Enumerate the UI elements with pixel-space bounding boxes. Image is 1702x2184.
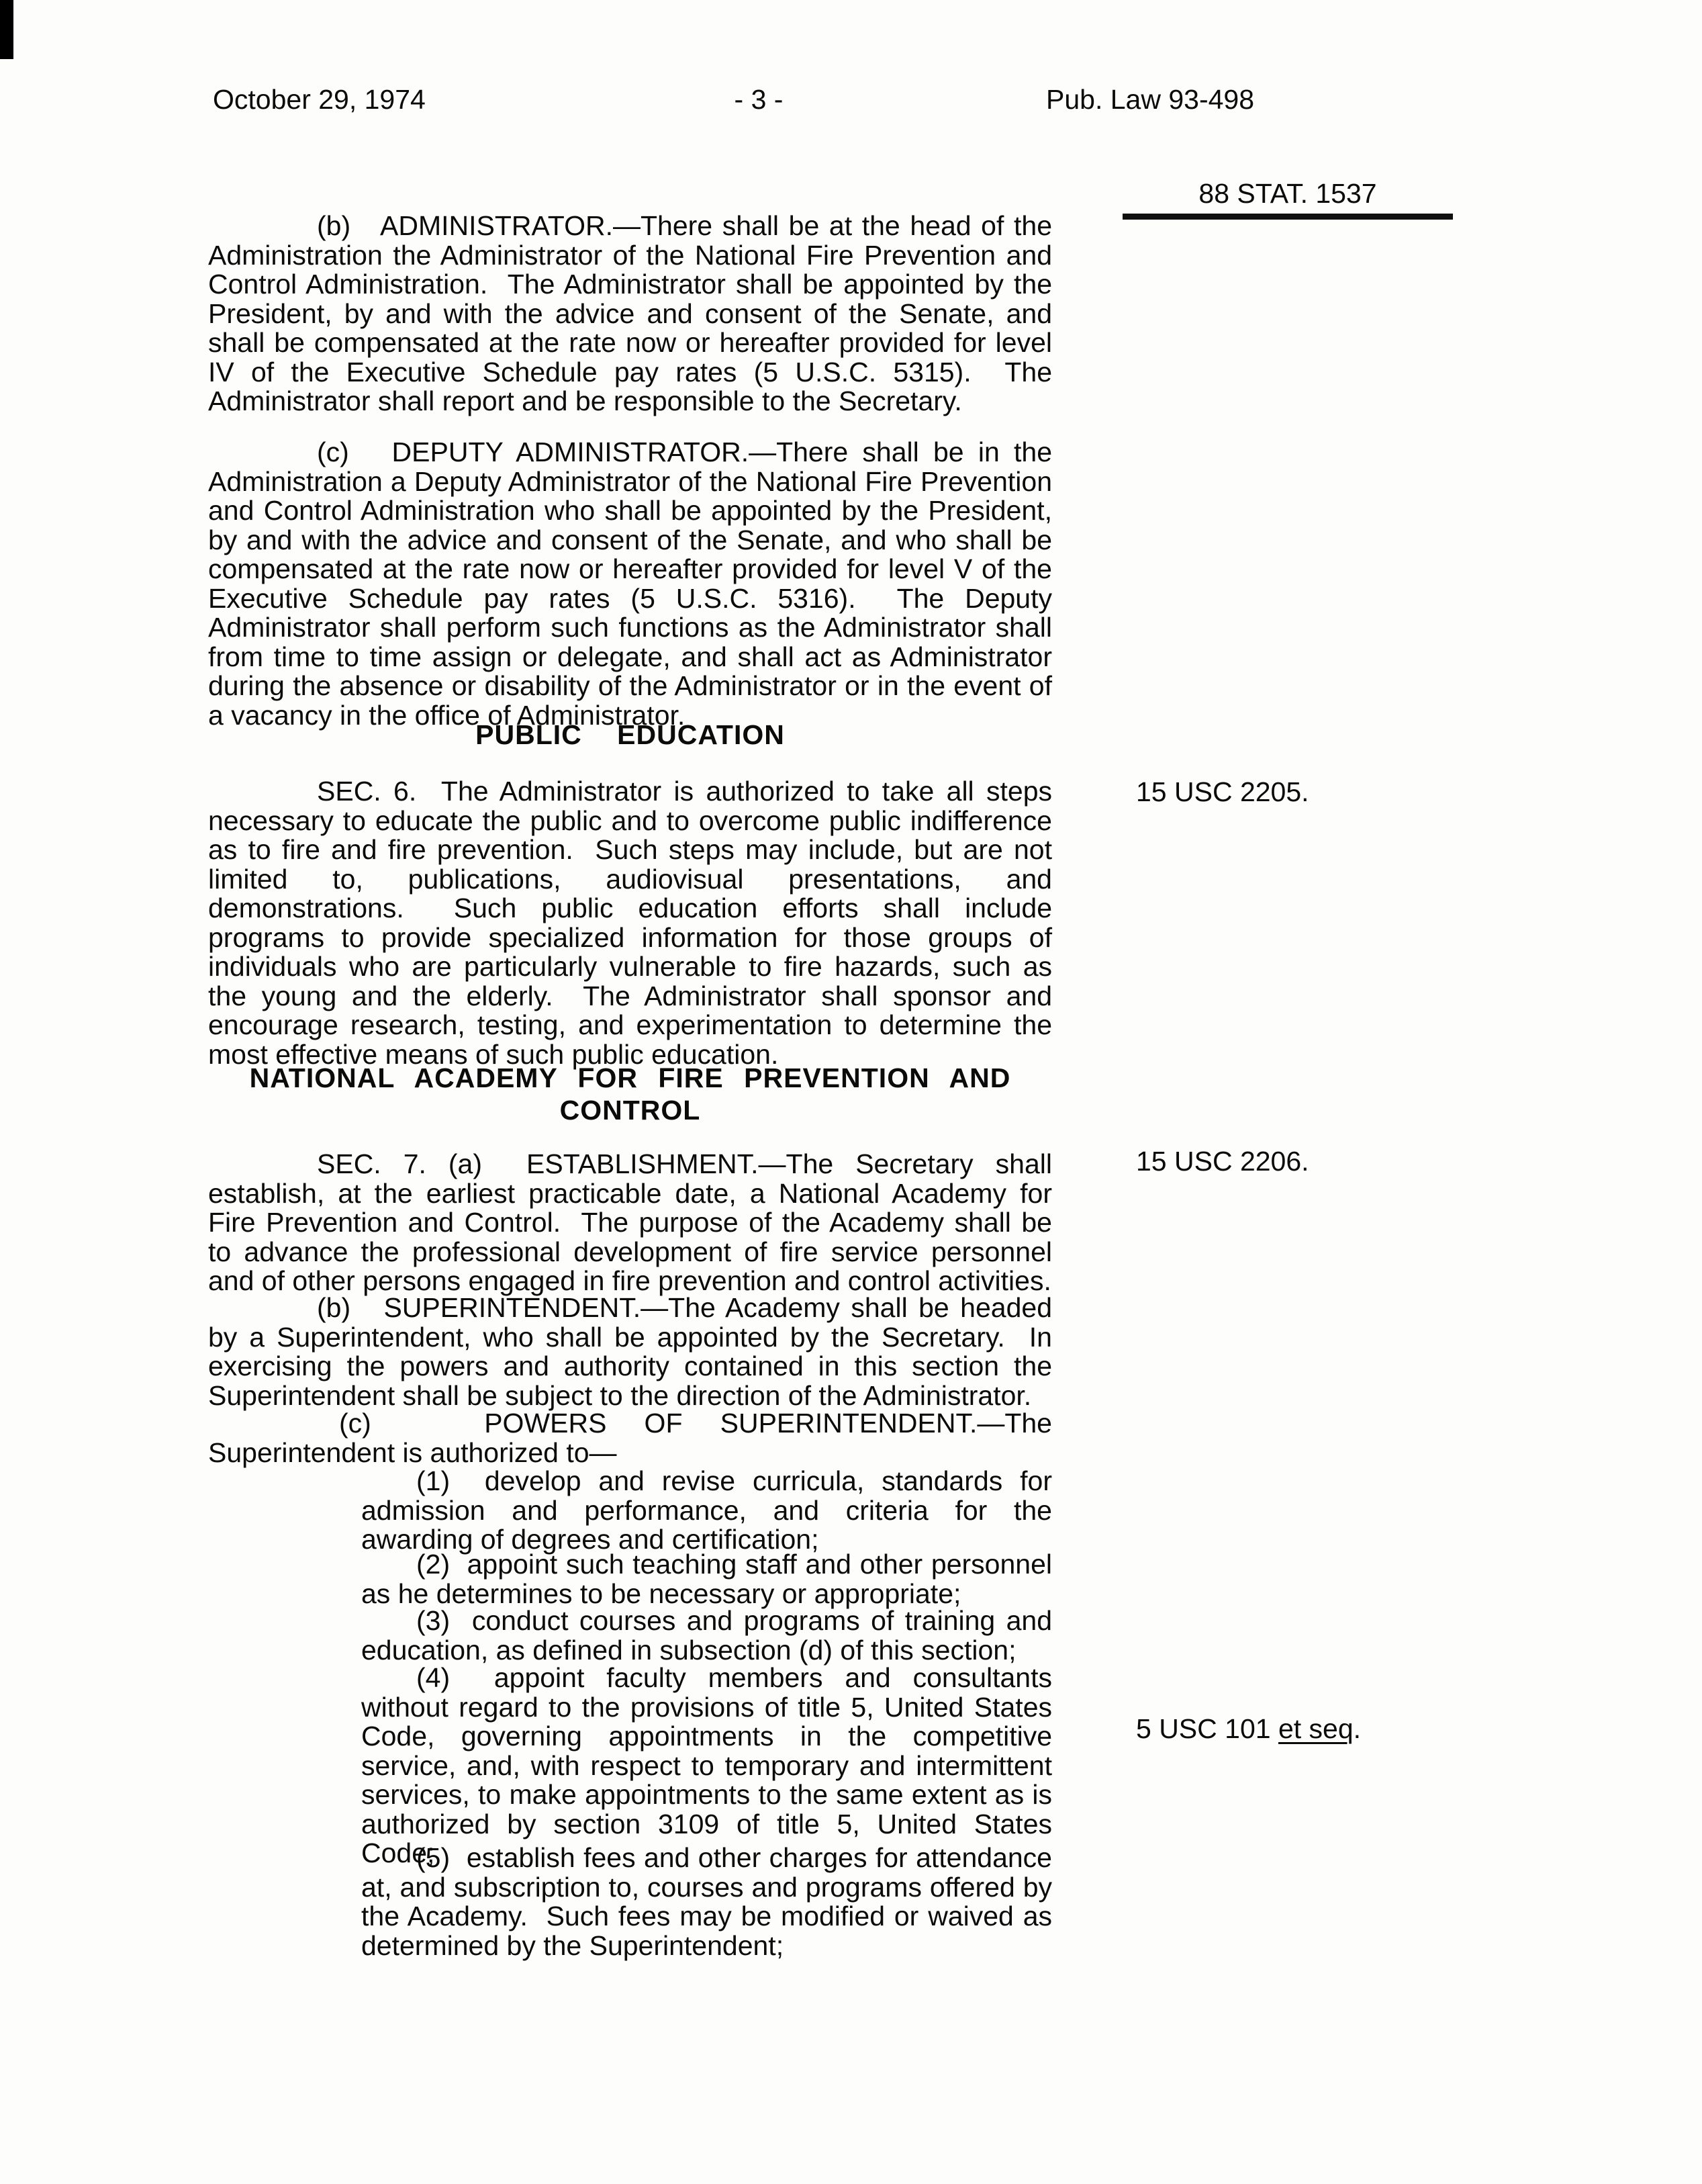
stat-citation-text: 88 STAT. 1537 — [1198, 178, 1377, 209]
list-item-3: (3) conduct courses and programs of training and education, as defined in subsection (d) of this section; — [361, 1605, 1052, 1666]
heading-public-education: PUBLIC EDUCATION — [475, 719, 785, 750]
paragraph-b-administrator: (b) ADMINISTRATOR.—There shall be at the head of the Administration the Administrator of the National Fire Prevention and Control Administration. The Administrator shall be appointed by the President, by and with the advice and consent of the Senate, and shall be compensated at the rate now or hereafter provided for level IV of the Executive Schedule pay rates (5 U.S.C. 5315). The Administrator shall report and be responsible to the Secretary. — [208, 210, 1052, 416]
heading-national-academy — [208, 1062, 1052, 1126]
paragraph-sec7c-powers: (c) POWERS OF SUPERINTENDENT.—The Superintendent is authorized to— — [208, 1408, 1052, 1468]
paragraph-sec7b-superintendent: (b) SUPERINTENDENT.—The Academy shall be headed by a Superintendent, who shall be appointed by the Secretary. In exercising the powers and authority contained in this section the Superintendent shall be subject to the direction of the Administrator. — [208, 1292, 1052, 1411]
header-law-number: Pub. Law 93-498 — [1046, 84, 1255, 115]
margin-note-5-usc-101-period: . — [1353, 1713, 1362, 1744]
list-item-4: (4) appoint faculty members and consultants without regard to the provisions of title 5, United States Code, governing appointments in the competitive service, and, with respect to temporary and intermittent services, to make appointments to the same extent as is authorized by section 3109 of title 5, United States Code; — [361, 1662, 1052, 1868]
header-date: October 29, 1974 — [213, 84, 426, 115]
list-item-2: (2) appoint such teaching staff and other personnel as he determines to be necessary or appropriate; — [361, 1549, 1052, 1609]
heading-national-academy-line2: CONTROL — [559, 1095, 701, 1126]
paragraph-sec7a-establishment: SEC. 7. (a) ESTABLISHMENT.—The Secretary shall establish, at the earliest practicable date, a National Academy for Fire Prevention and Control. The purpose of the Academy shall be to advance the professional development of fire service personnel and of other persons engaged in fire prevention and control activities. — [208, 1148, 1052, 1296]
header-page-number: - 3 - — [734, 84, 784, 115]
list-item-5: (5) establish fees and other charges for attendance at, and subscription to, courses and programs offered by the Academy. Such fees may be modified or waived as determined by the Superintendent; — [361, 1842, 1052, 1961]
stat-citation — [1123, 179, 1453, 220]
scan-artifact — [0, 0, 13, 59]
margin-note-et-seq: et seq — [1278, 1713, 1354, 1744]
margin-note-15-usc-2205: 15 USC 2205. — [1136, 776, 1309, 807]
margin-note-15-usc-2206: 15 USC 2206. — [1136, 1146, 1309, 1177]
margin-note-5-usc-101 — [1136, 1715, 1361, 1743]
paragraph-c-deputy-administrator: (c) DEPUTY ADMINISTRATOR.—There shall be in the Administration a Deputy Administrator of the National Fire Prevention and Control Administration who shall be appointed by the President, by and with the advice and consent of the Senate, and who shall be compensated at the rate now or hereafter provided for level V of the Executive Schedule pay rates (5 U.S.C. 5316). The Deputy Administrator shall perform such functions as the Administrator shall from time to time assign or delegate, and shall act as Administrator during the absence or disability of the Administrator or in the event of a vacancy in the office of Administrator. — [208, 437, 1052, 731]
paragraph-sec6: SEC. 6. The Administrator is authorized to take all steps necessary to educate the public and to overcome public indifference as to fire and fire prevention. Such steps may include, but are not limited to, publications, audiovisual presentations, and demonstrations. Such public education efforts shall include programs to provide specialized information for those groups of individuals who are particularly vulnerable to fire hazards, such as the young and the elderly. The Administrator shall sponsor and encourage research, testing, and experimentation to determine the most effective means of such public education. — [208, 776, 1052, 1070]
margin-note-5-usc-101-prefix: 5 USC 101 — [1136, 1713, 1278, 1744]
heading-national-academy-line1: NATIONAL ACADEMY FOR FIRE PREVENTION AND — [249, 1062, 1011, 1093]
list-item-1: (1) develop and revise curricula, standards for admission and performance, and criteria for the awarding of degrees and certification; — [361, 1465, 1052, 1555]
